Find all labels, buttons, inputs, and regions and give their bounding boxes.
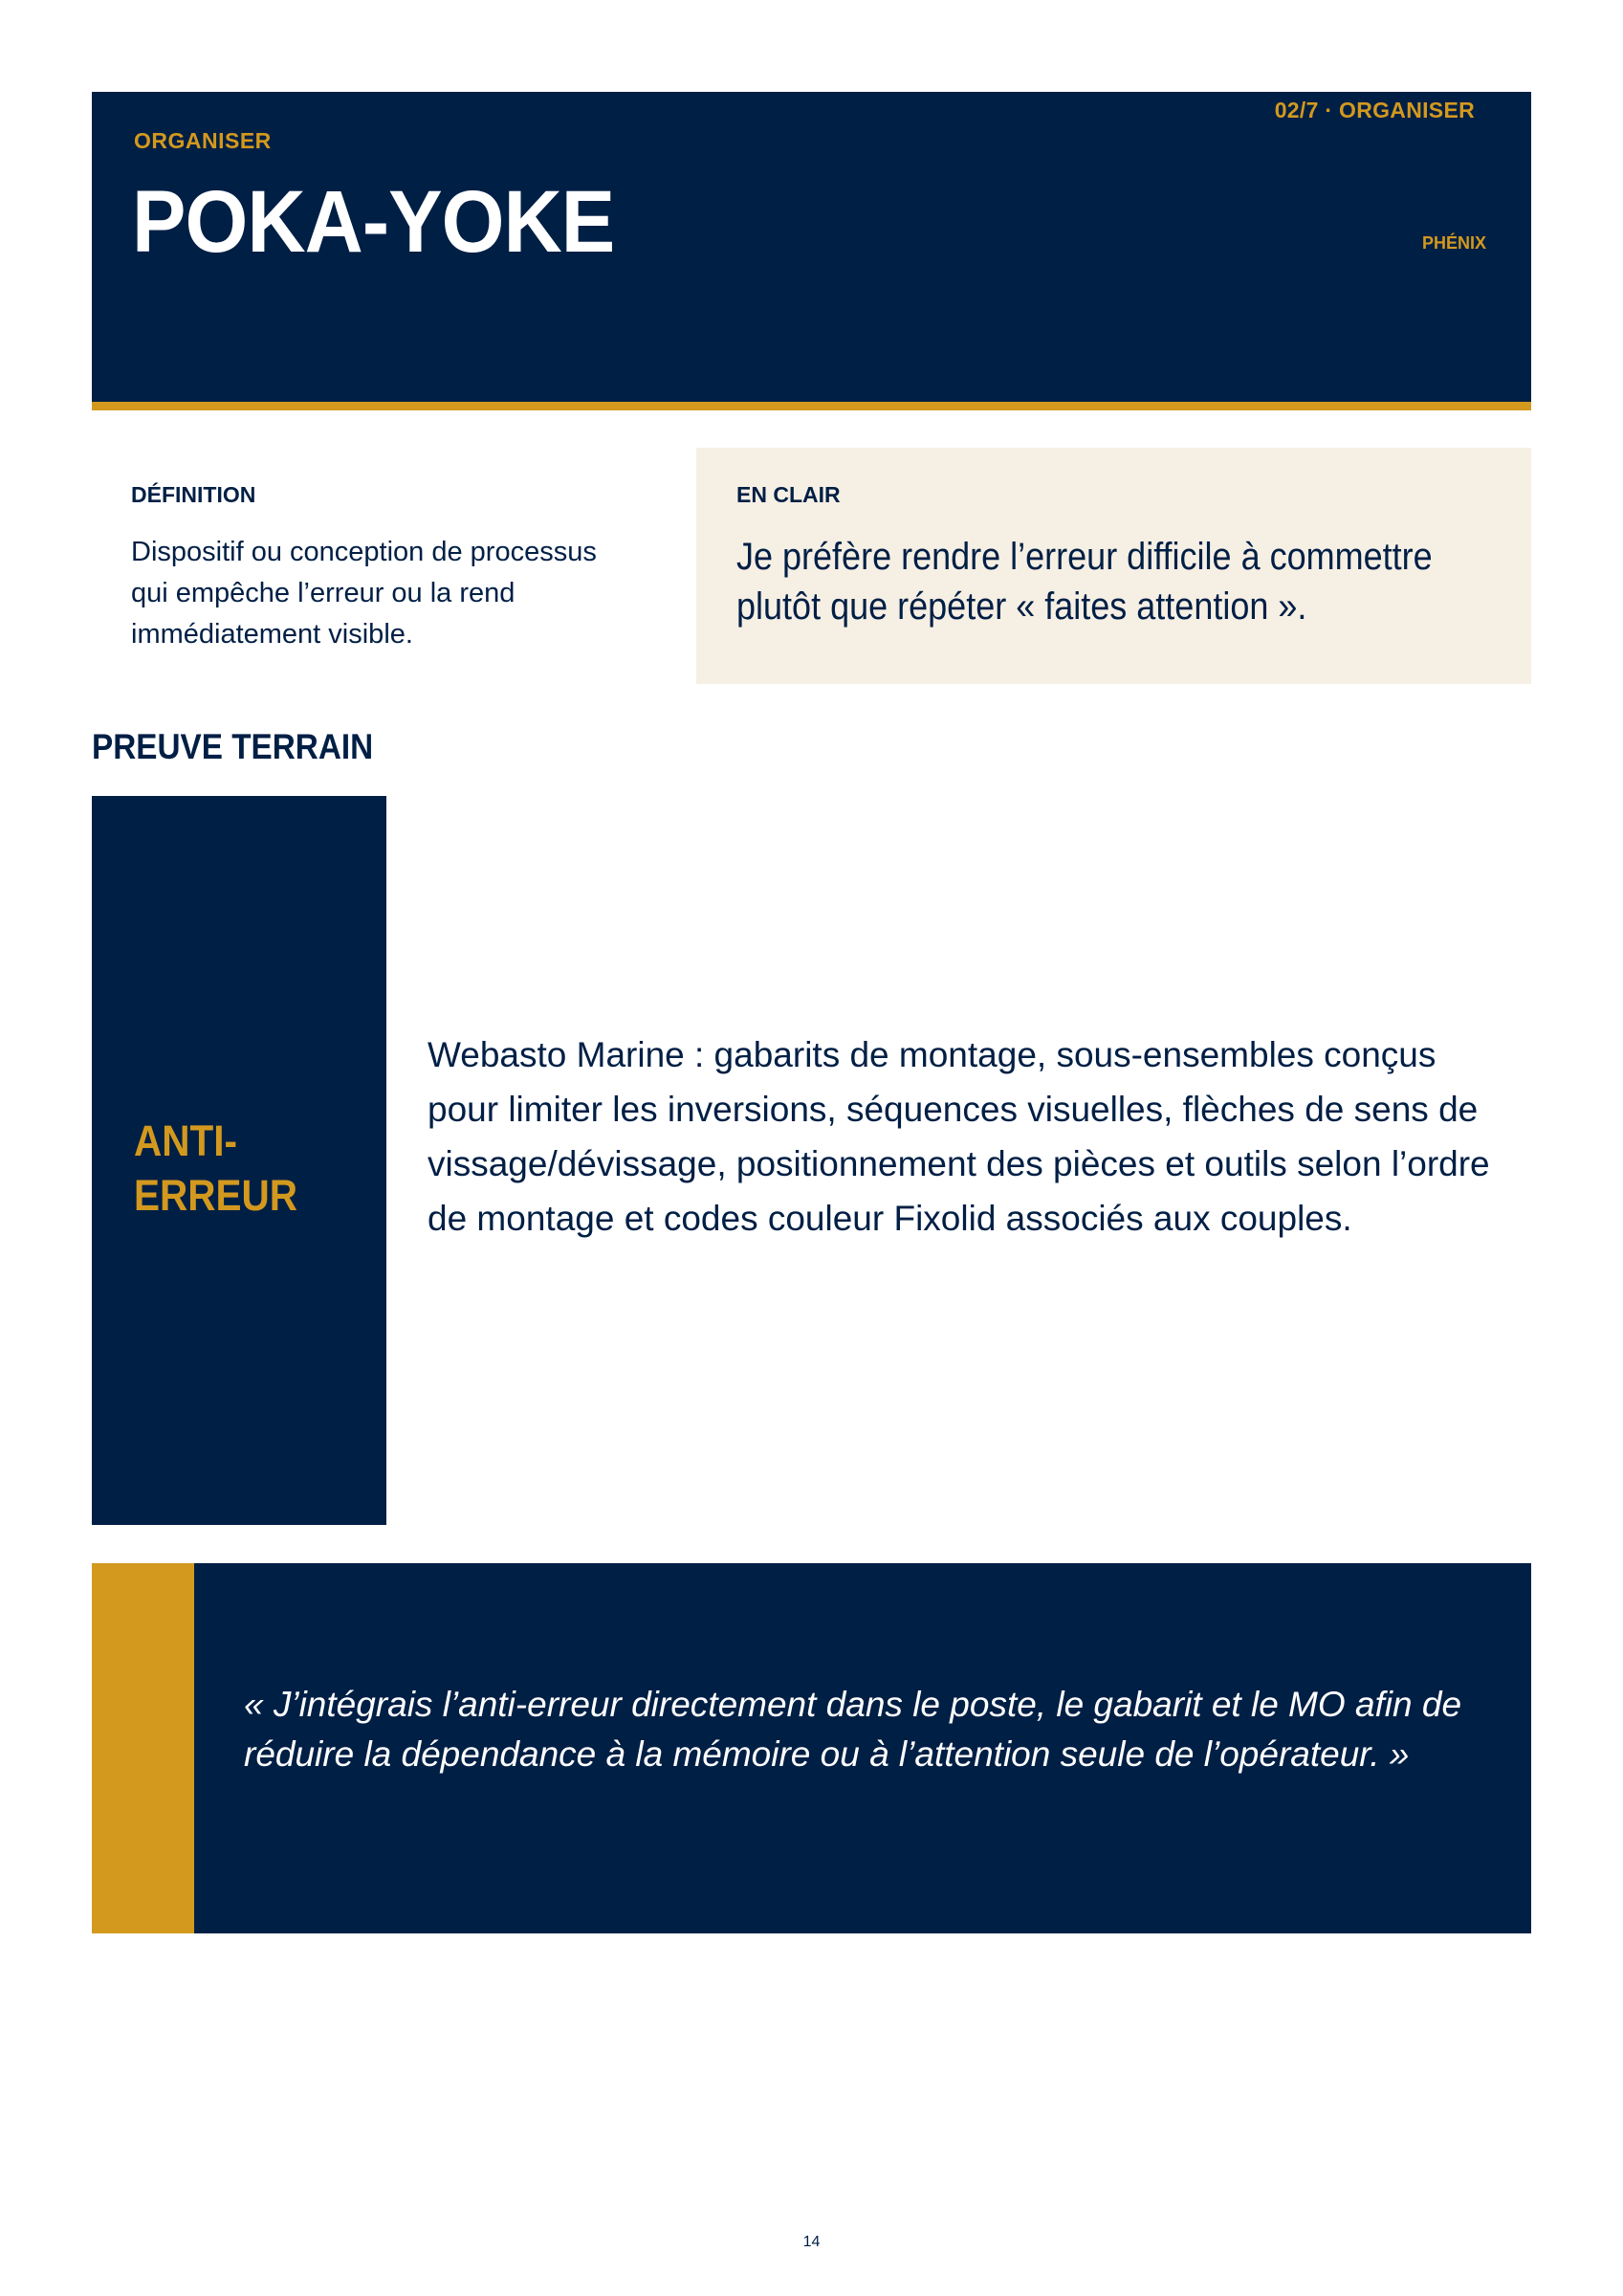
proof-side-label: ANTI-ERREUR (134, 1116, 298, 1220)
en-clair-text: Je préfère rendre l’erreur difficile à commettre plutôt que répéter « faites attention ». (736, 536, 1433, 628)
en-clair-label: EN CLAIR (736, 482, 841, 507)
header-accent-rule (92, 402, 1531, 410)
proof-heading: PREUVE TERRAIN (92, 727, 374, 766)
quote-accent-bar (92, 1563, 194, 1933)
header-band (92, 92, 1531, 408)
quote-text: « J’intégrais l’anti-erreur directement dans le poste, le gabarit et le MO afin de réduire la dépendance à la mémoire ou à l’attention seule de l’opérateur. » (244, 1685, 1462, 1774)
page-label: 02/7 · ORGANISER (1274, 98, 1475, 122)
definition-label: DÉFINITION (131, 482, 256, 507)
brand-label: PHÉNIX (1421, 233, 1486, 253)
proof-text: Webasto Marine : gabarits de montage, sous-ensembles conçus pour limiter les inversions, séquences visuelles, flèches de sens de vissage/dévissage, positionnement des pièces et outils selon l’ordre de montage et codes couleur Fixolid associés aux couples. (428, 1035, 1490, 1238)
quote-box (92, 1563, 1531, 1933)
proof-side-panel (92, 796, 386, 1525)
section-kicker: ORGANISER (134, 128, 272, 153)
en-clair-box (696, 448, 1531, 684)
page-number: 14 (802, 2234, 821, 2250)
page-title: POKA-YOKE (132, 173, 615, 271)
definition-text: Dispositif ou conception de processus qui empêche l’erreur ou la rend immédiatement visible. (131, 537, 597, 650)
